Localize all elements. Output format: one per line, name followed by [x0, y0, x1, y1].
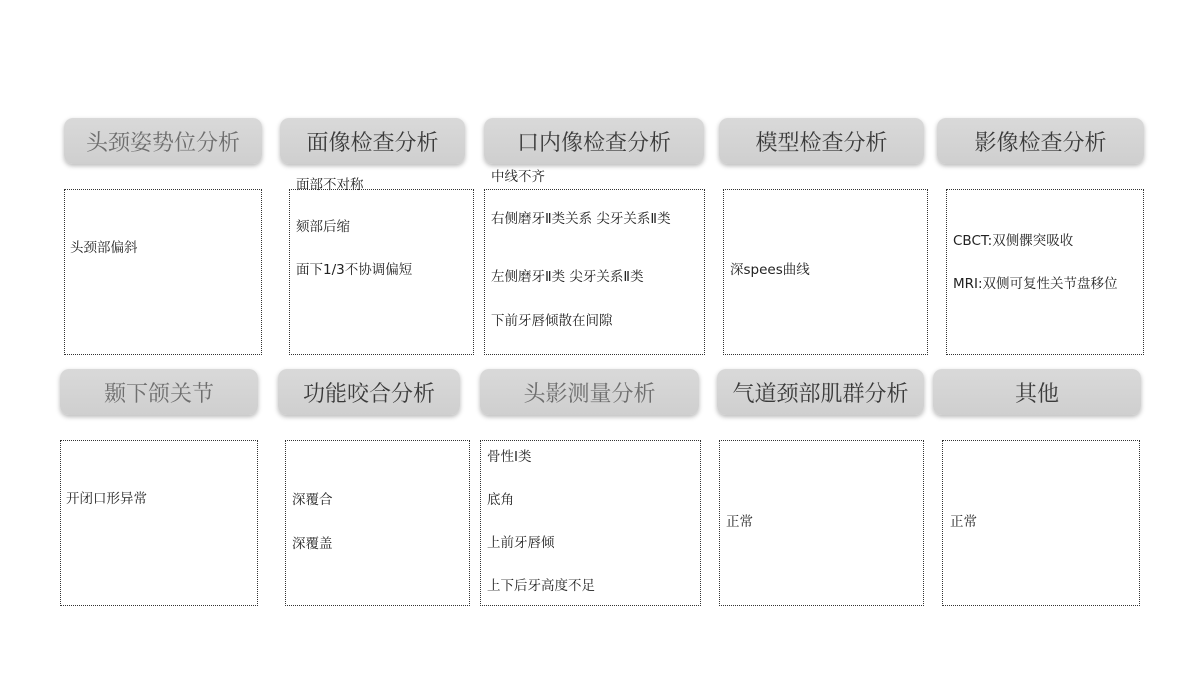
finding-skeletal-class1: 骨性Ⅰ类 [487, 449, 532, 465]
finding-cbct-condyle-resorption: CBCT:双侧髁突吸收 [953, 233, 1074, 249]
finding-mouth-opening-abnormal: 开闭口形异常 [66, 491, 147, 507]
finding-midline-deviation: 中线不齐 [491, 169, 545, 185]
finding-left-molar-class2: 左侧磨牙Ⅱ类 尖牙关系Ⅱ类 [491, 269, 644, 285]
finding-deep-overbite: 深覆合 [292, 492, 333, 508]
finding-deep-spee-curve: 深spees曲线 [730, 262, 810, 278]
content-box-head-neck [64, 189, 262, 355]
finding-chin-retrusion: 颏部后缩 [296, 219, 350, 235]
content-box-tmj [60, 440, 258, 606]
header-model-exam: 模型检查分析 [719, 118, 924, 164]
finding-lower-face-short: 面下1/3不协调偏短 [296, 262, 413, 278]
finding-lower-incisor-spacing: 下前牙唇倾散在间隙 [491, 313, 613, 329]
finding-low-angle: 底角 [487, 492, 514, 508]
finding-right-molar-class2: 右侧磨牙Ⅱ类关系 尖牙关系Ⅱ类 [491, 211, 671, 227]
finding-upper-incisor-proclined: 上前牙唇倾 [487, 535, 555, 551]
header-airway-neck-muscle: 气道颈部肌群分析 [717, 369, 924, 415]
finding-other-normal: 正常 [950, 514, 977, 530]
finding-posterior-height-insufficient: 上下后牙高度不足 [487, 578, 595, 594]
finding-mri-disc-displacement: MRI:双侧可复性关节盘移位 [953, 276, 1118, 292]
header-imaging-exam: 影像检查分析 [937, 118, 1144, 164]
header-cephalometric: 头影测量分析 [480, 369, 699, 415]
header-intraoral-exam: 口内像检查分析 [484, 118, 704, 164]
header-head-neck-posture: 头颈姿势位分析 [64, 118, 262, 164]
finding-head-neck-deviation: 头颈部偏斜 [70, 240, 138, 256]
finding-facial-asymmetry: 面部不对称 [296, 177, 364, 193]
finding-deep-overjet: 深覆盖 [292, 536, 333, 552]
header-tmj: 颞下颌关节 [60, 369, 258, 415]
content-box-occlusion [285, 440, 470, 606]
header-functional-occlusion: 功能咬合分析 [278, 369, 460, 415]
header-other: 其他 [933, 369, 1141, 415]
content-box-imaging [946, 189, 1144, 355]
finding-airway-normal: 正常 [726, 514, 753, 530]
header-facial-exam: 面像检查分析 [280, 118, 465, 164]
